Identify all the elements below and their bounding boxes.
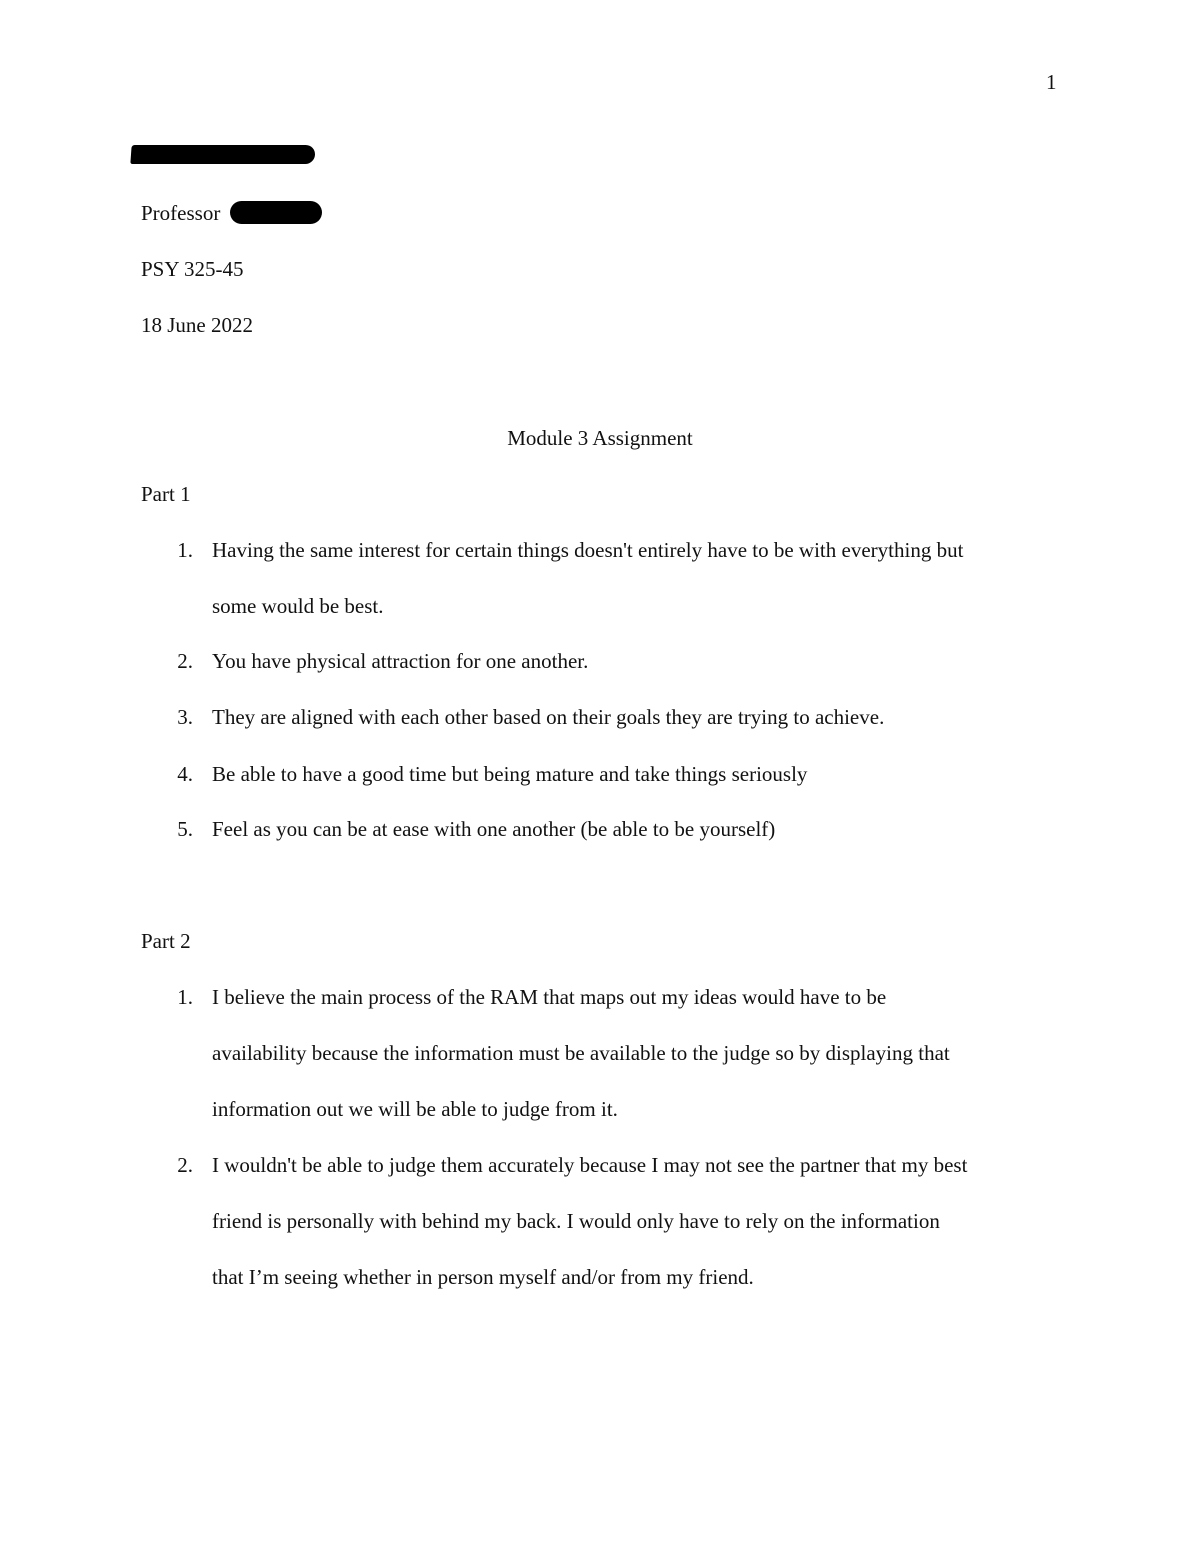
part-1-item-3-line-1: They are aligned with each other based on their goals they are trying to achieve. [212, 705, 885, 729]
part-1-item-2-number: 2. [177, 649, 193, 673]
part-2-item-2-line-3: that I’m seeing whether in person myself and/or from my friend. [212, 1265, 754, 1289]
redacted-student-name [130, 145, 315, 164]
part-1-item-1-line-1: Having the same interest for certain things doesn't entirely have to be with everything but [212, 538, 964, 562]
part-1-item-4-number: 4. [177, 762, 193, 786]
part-1-item-1-number: 1. [177, 538, 193, 562]
part-1-item-3-number: 3. [177, 705, 193, 729]
part-1-item-5-line-1: Feel as you can be at ease with one another (be able to be yourself) [212, 817, 776, 841]
part-2-item-2-line-2: friend is personally with behind my back. I would only have to rely on the information [212, 1209, 940, 1233]
page-number: 1 [1046, 70, 1057, 94]
part-1-item-5-number: 5. [177, 817, 193, 841]
part-1-item-1-line-2: some would be best. [212, 594, 384, 618]
part-1-item-2-line-1: You have physical attraction for one another. [212, 649, 589, 673]
part-2-item-1-line-3: information out we will be able to judge from it. [212, 1097, 618, 1121]
part-2-item-1-line-2: availability because the information must be available to the judge so by displaying that [212, 1041, 950, 1065]
part-1-item-4-line-1: Be able to have a good time but being mature and take things seriously [212, 762, 808, 786]
part-1-heading: Part 1 [141, 482, 191, 506]
part-2-item-2-line-1: I wouldn't be able to judge them accurately because I may not see the partner that my best [212, 1153, 968, 1177]
professor-label: Professor [141, 201, 221, 225]
course-code: PSY 325-45 [141, 257, 244, 281]
part-2-item-1-number: 1. [177, 985, 193, 1009]
part-2-heading: Part 2 [141, 929, 191, 953]
part-2-item-2-number: 2. [177, 1153, 193, 1177]
part-2-item-1-line-1: I believe the main process of the RAM that maps out my ideas would have to be [212, 985, 887, 1009]
redacted-professor-name [230, 201, 322, 224]
submission-date: 18 June 2022 [141, 313, 253, 337]
document-title: Module 3 Assignment [507, 426, 693, 450]
